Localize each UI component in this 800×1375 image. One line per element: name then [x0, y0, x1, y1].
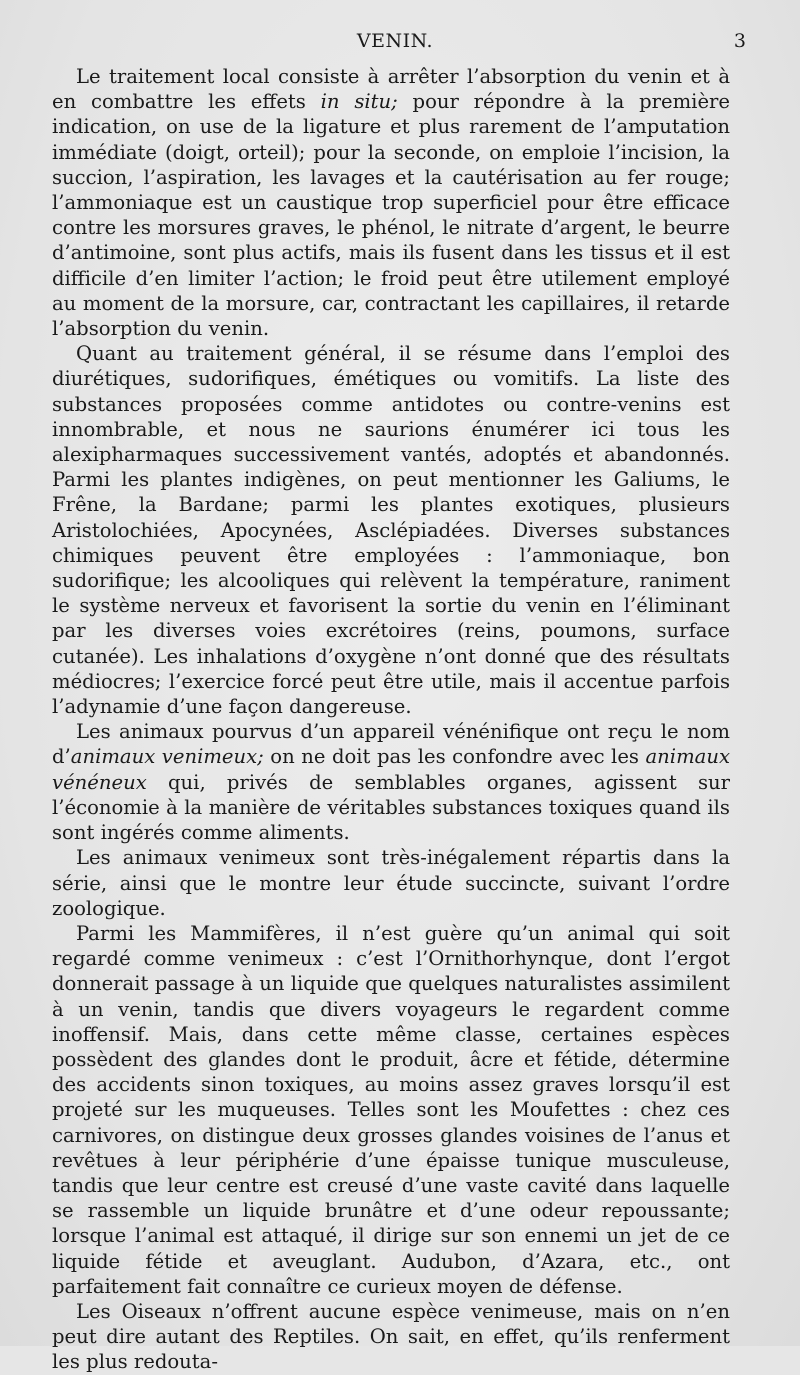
paragraph-distribution	[52, 845, 730, 921]
italic-term: animaux venimeux;	[70, 745, 264, 769]
text-run: Les animaux venimeux sont très-inégalement répartis dans la série, ainsi que le montre leur étude succincte, suivant l’ordre zoologique.	[52, 846, 730, 920]
italic-term: in situ;	[320, 90, 398, 114]
paragraph-venomous-definition	[52, 719, 730, 845]
page-number: 3	[733, 30, 746, 52]
text-run: Les Oiseaux n’offrent aucune espèce venimeuse, mais on n’en peut dire autant des Reptiles. On sait, en effet, qu’ils renferment les plus redouta-	[52, 1299, 730, 1374]
page-header	[52, 30, 746, 58]
paragraph-birds-reptiles	[52, 1299, 730, 1375]
text-run: on ne doit pas les confondre avec les	[263, 745, 646, 769]
text-run: Quant au traitement général, il se résume dans l’emploi des diurétiques, sudorifiques, émétiques ou vomitifs. La liste des substances proposées comme antidotes ou contre-venins est innombrable, et nous ne saurions énumérer ici tous les alexipharmaques successivement vantés, adoptés et abandonnés. Parmi les plantes indigènes, on peut mentionner les Galiums, le Frêne, la Bardane; parmi les plantes exotiques, plusieurs Aristolochiées, Apocynées, Asclépiadées. Diverses substances chimiques peuvent être employées : l’ammoniaque, bon sudorifique; les alcooliques qui relèvent la température, raniment le système nerveux et favorisent la sortie du venin en l’éliminant par les diverses voies excrétoires (reins, poumons, surface cutanée). Les inhalations d’oxygène n’ont donné que des résultats médiocres; l’exercice forcé peut être utile, mais il accentue parfois l’adynamie d’une façon dangereuse.	[52, 342, 730, 719]
paragraph-general-treatment	[52, 341, 730, 719]
italic-term: animaux vénéneux	[52, 745, 730, 794]
paragraph-mammals	[52, 921, 730, 1299]
running-title: VENIN.	[356, 30, 434, 52]
text-run: pour répondre à la première indication, on use de la ligature et plus rarement de l’amputation immédiate (doigt, orteil); pour la seconde, on emploie l’incision, la succion, l’aspiration, les lavages et la cautérisation au fer rouge; l’ammoniaque est un caustique trop superficiel pour être efficace contre les morsures graves, le phénol, le nitrate d’argent, le beurre d’antimoine, sont plus actifs, mais ils fusent dans les tissus et il est difficile d’en limiter l’action; le froid peut être utilement employé au moment de la morsure, car, contractant les capillaires, il retarde l’absorption du venin.	[52, 90, 731, 341]
text-run: Les animaux pourvus d’un appareil vénénifique ont reçu le nom d’	[52, 720, 730, 769]
body-text	[52, 64, 730, 1375]
text-run: Parmi les Mammifères, il n’est guère qu’un animal qui soit regardé comme venimeux : c’est l’Ornithorhynque, dont l’ergot donnerait passage à un liquide que quelques naturalistes assimilent à un venin, tandis que divers voyageurs le regardent comme inoffensif. Mais, dans cette même classe, certaines espèces possèdent des glandes dont le produit, âcre et fétide, détermine des accidents sinon toxiques, au moins assez graves lorsqu’il est projeté sur les muqueuses. Telles sont les Moufettes : chez ces carnivores, on distingue deux grosses glandes voisines de l’anus et revêtues à leur périphérie d’une épaisse tunique musculeuse, tandis que leur centre est creusé d’une vaste cavité dans laquelle se rassemble un liquide brunâtre et d’une odeur repoussante; lorsque l’animal est attaqué, il dirige sur son ennemi un jet de ce liquide fétide et aveuglant. Audubon, d’Azara, etc., ont parfaitement fait connaître ce curieux moyen de défense.	[52, 921, 730, 1298]
text-run: qui, privés de semblables organes, agissent sur l’économie à la manière de véritables substances toxiques quand ils sont ingérés comme aliments.	[52, 770, 730, 845]
text-run: Le traitement local consiste à arrêter l’absorption du venin et à en combattre les effets	[52, 65, 730, 114]
paragraph-local-treatment	[52, 64, 730, 341]
